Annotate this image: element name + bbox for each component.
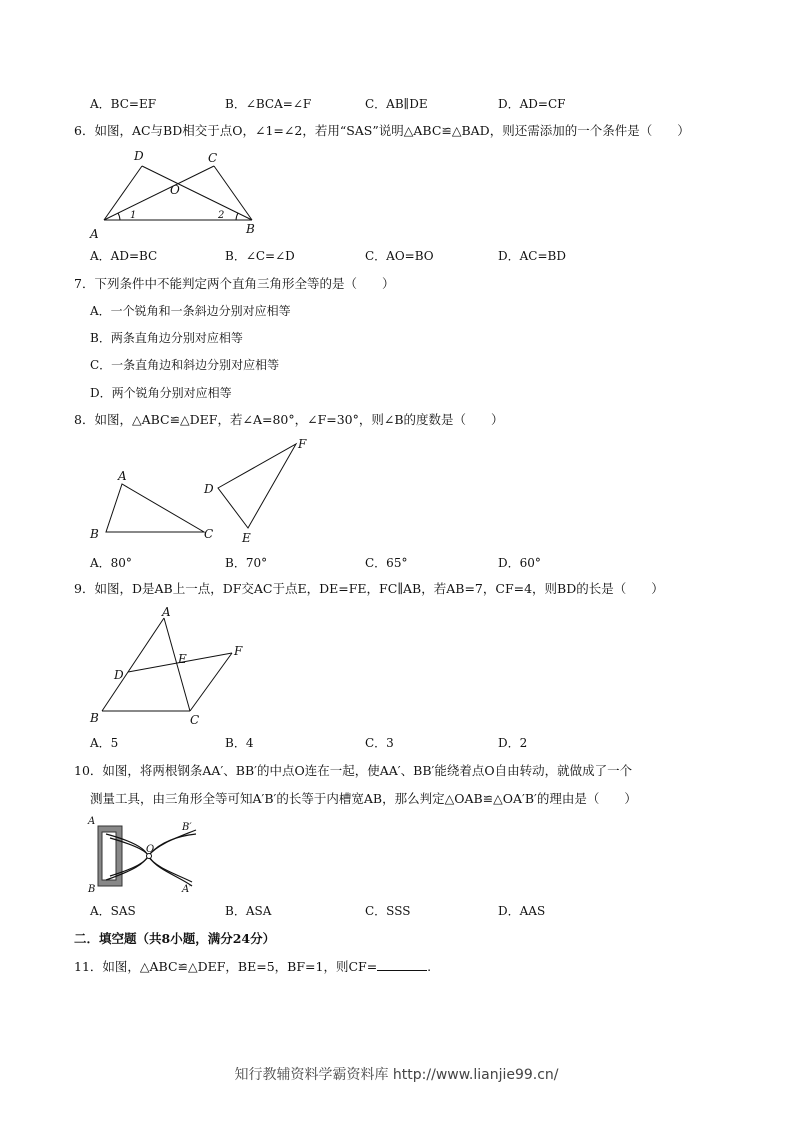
q8-option-d: D．60° (498, 556, 541, 570)
q10-option-a: A．SAS (90, 904, 136, 918)
q9-label-d: D (114, 668, 124, 682)
q8-label-d: D (204, 482, 214, 496)
q6-label-1: 1 (130, 210, 137, 221)
footer-watermark: 知行教辅资料学霸资料库 http://www.lianjie99.cn/ (234, 1067, 559, 1083)
q10-figure (86, 812, 206, 896)
q9-segment-ab (102, 618, 164, 711)
q9-option-c: C．3 (365, 736, 394, 750)
q8-label-f: F (298, 437, 307, 451)
q10-label-b-prime: B′ (182, 822, 192, 833)
q9-label-f: F (234, 644, 243, 658)
q8-label-e: E (242, 531, 251, 545)
q10-label-a: A (88, 816, 96, 827)
q6-option-a: A．AD=BC (90, 249, 158, 263)
q9-figure (86, 604, 256, 728)
q9-label-e: E (178, 652, 187, 666)
q6-stem: 6．如图，AC与BD相交于点O，∠1=∠2，若用“SAS”说明△ABC≌△BAD，则还需添加的一个条件是（ ） (74, 123, 690, 138)
q10-option-d: D．AAS (498, 904, 546, 918)
q6-figure (86, 148, 266, 240)
q7-option-a: A．一个锐角和一条斜边分别对应相等 (90, 304, 291, 318)
q11-line (74, 958, 431, 975)
q5-option-d: D．AD=CF (498, 97, 566, 111)
q10-label-b: B (88, 884, 96, 895)
q8-label-b: B (90, 527, 99, 541)
q9-option-b: B．4 (225, 736, 254, 750)
q10-label-o: O (146, 844, 155, 855)
q11-answer-blank[interactable] (377, 958, 427, 971)
q10-stem-line2: 测量工具，由三角形全等可知A′B′的长等于内槽宽AB，那么判定△OAB≌△OA′B′的理由是（ ） (90, 791, 637, 806)
q11-stem: 11．如图，△ABC≌△DEF，BE=5，BF=1，则CF= (74, 959, 378, 974)
q8-triangle-def (218, 444, 296, 528)
q8-figure (86, 436, 326, 546)
q8-option-c: C．65° (365, 556, 408, 570)
section-2-title: 二．填空题（共8小题，满分24分） (74, 931, 276, 946)
q9-label-a: A (162, 605, 171, 619)
q10-option-b: B．ASA (225, 904, 272, 918)
q6-option-b: B．∠C=∠D (225, 249, 295, 263)
q9-segment-cf (190, 653, 232, 711)
q8-label-a: A (118, 469, 127, 483)
q7-option-b: B．两条直角边分别对应相等 (90, 331, 243, 345)
q7-option-c: C．一条直角边和斜边分别对应相等 (90, 358, 280, 372)
q6-label-d: D (134, 149, 144, 163)
q10-stem-line1: 10．如图，将两根钢条AA′、BB′的中点O连在一起，使AA′、BB′能绕着点O自由转动，就做成了一个 (74, 763, 633, 778)
q5-option-b: B．∠BCA=∠F (225, 97, 312, 111)
q9-option-d: D．2 (498, 736, 528, 750)
q8-option-a: A．80° (90, 556, 132, 570)
q6-angle-2-arc (236, 213, 238, 220)
q9-label-c: C (190, 713, 200, 727)
q10-option-c: C．SSS (365, 904, 411, 918)
q7-option-d: D．两个锐角分别对应相等 (90, 386, 232, 400)
q8-stem: 8．如图，△ABC≌△DEF，若∠A=80°，∠F=30°，则∠B的度数是（ ） (74, 412, 504, 427)
q9-stem: 9．如图，D是AB上一点，DF交AC于点E，DE=FE，FC∥AB，若AB=7，CF=4，则BD的长是（ ） (74, 581, 664, 596)
q10-bar-bb-edge (110, 834, 196, 876)
q9-option-a: A．5 (90, 736, 119, 750)
q6-option-d: D．AC=BD (498, 249, 566, 263)
q6-label-2: 2 (218, 210, 225, 221)
q5-option-c: C．AB∥DE (365, 97, 428, 111)
q6-label-a: A (90, 227, 99, 240)
q8-label-c: C (204, 527, 214, 541)
q7-stem: 7．下列条件中不能判定两个直角三角形全等的是（ ） (74, 276, 395, 291)
q6-label-o: O (170, 183, 180, 197)
q6-angle-1-arc (118, 213, 120, 220)
q9-label-b: B (90, 711, 99, 725)
q5-option-a: A．BC=EF (90, 97, 157, 111)
q6-label-c: C (208, 151, 218, 165)
q8-triangle-abc (106, 484, 204, 532)
q10-label-a-prime: A′ (182, 884, 192, 895)
q6-label-b: B (246, 222, 255, 236)
q11-end: . (427, 959, 432, 974)
q8-option-b: B．70° (225, 556, 268, 570)
q6-option-c: C．AO=BO (365, 249, 434, 263)
